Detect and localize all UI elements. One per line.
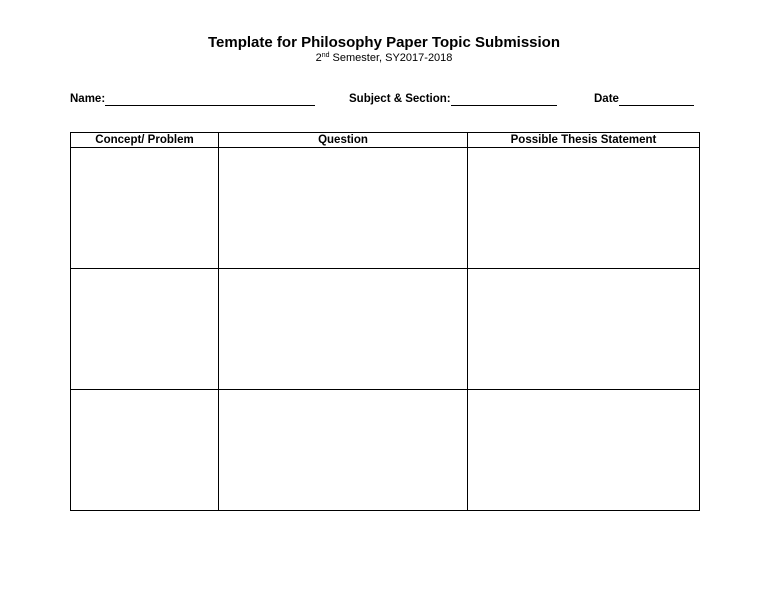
date-label: Date xyxy=(594,93,619,105)
name-blank-line[interactable] xyxy=(105,93,315,106)
semester-year-text: Semester, SY2017-2018 xyxy=(329,52,453,64)
name-field xyxy=(70,92,315,106)
header-question: Question xyxy=(219,133,468,148)
date-field xyxy=(594,92,694,106)
header-possible-thesis-statement: Possible Thesis Statement xyxy=(468,133,700,148)
table-row xyxy=(71,148,700,269)
table-header-row xyxy=(71,133,700,148)
header-concept-problem: Concept/ Problem xyxy=(71,133,219,148)
table-row xyxy=(71,269,700,390)
concept-problem-cell[interactable] xyxy=(71,148,219,269)
date-blank-line[interactable] xyxy=(619,93,694,106)
topic-submission-table xyxy=(70,132,700,511)
concept-problem-cell[interactable] xyxy=(71,390,219,511)
concept-problem-cell[interactable] xyxy=(71,269,219,390)
thesis-statement-cell[interactable] xyxy=(468,269,700,390)
subject-section-blank-line[interactable] xyxy=(451,93,557,106)
document-subtitle xyxy=(0,52,768,65)
semester-ordinal-suffix: nd xyxy=(321,52,330,59)
semester-number: 2 xyxy=(315,52,322,64)
subject-section-field xyxy=(349,92,557,106)
question-cell[interactable] xyxy=(219,269,468,390)
name-label: Name: xyxy=(70,93,106,105)
thesis-statement-cell[interactable] xyxy=(468,390,700,511)
subject-section-label: Subject & Section: xyxy=(349,93,451,105)
thesis-statement-cell[interactable] xyxy=(468,148,700,269)
question-cell[interactable] xyxy=(219,148,468,269)
document-title: Template for Philosophy Paper Topic Submission xyxy=(208,34,560,51)
table-row xyxy=(71,390,700,511)
question-cell[interactable] xyxy=(219,390,468,511)
